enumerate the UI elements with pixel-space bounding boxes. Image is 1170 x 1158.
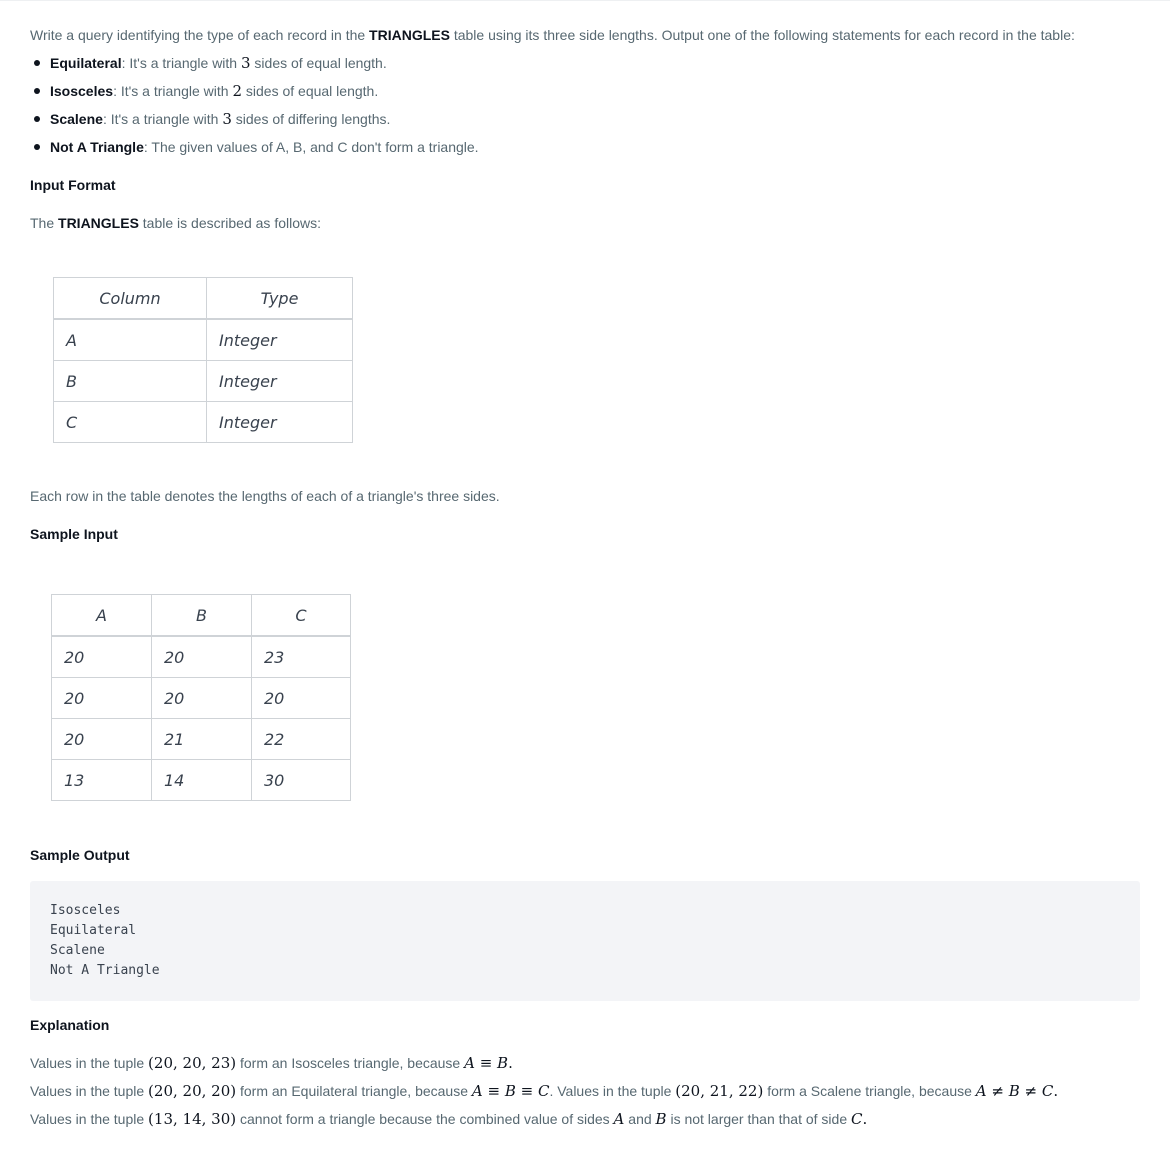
table-cell: 21: [152, 719, 252, 760]
explanation-line-2: [30, 1081, 1058, 1101]
table-row: [54, 319, 353, 361]
math-variable: C: [851, 1110, 863, 1128]
table-row: [54, 402, 353, 443]
list-item-text-end: sides of differing lengths.: [231, 111, 391, 127]
list-item-term: Isosceles: [50, 83, 114, 99]
explanation-text: form an Isosceles triangle, because: [236, 1055, 465, 1071]
explanation-text: and: [624, 1111, 656, 1127]
sample-output-code-block: [30, 881, 1140, 1001]
explanation-text: is not larger than that of side: [666, 1111, 852, 1127]
list-item: [30, 81, 479, 109]
description-table-name: TRIANGLES: [58, 215, 139, 231]
explanation-line-1: [30, 1053, 513, 1073]
table-header-row: [52, 595, 351, 637]
table-cell: 23: [252, 636, 351, 678]
explanation-text: . Values in the tuple: [549, 1083, 676, 1099]
explanation-text: form an Equilateral triangle, because: [236, 1083, 472, 1099]
explanation-text: .: [862, 1110, 868, 1128]
table-cell: 20: [52, 678, 152, 719]
table-header-row: [54, 278, 353, 320]
list-item-text: : It's a triangle with: [121, 55, 241, 71]
list-item-number: 2: [232, 82, 242, 100]
description-text-end: table is described as follows:: [138, 215, 321, 231]
schema-table: [53, 277, 353, 443]
list-item-text-end: sides of equal length.: [242, 83, 379, 99]
list-item-text-end: sides of equal length.: [250, 55, 387, 71]
intro-text-end: table using its three side lengths. Output one of the following statements for each record in the table:: [449, 27, 1075, 43]
table-cell: Integer: [207, 402, 353, 443]
explanation-text: Values in the tuple: [30, 1111, 149, 1127]
table-cell: 20: [152, 678, 252, 719]
table-cell: Integer: [207, 361, 353, 402]
math-expression: A ≡ B ≡ C: [471, 1082, 550, 1100]
column-header: Type: [207, 278, 353, 320]
explanation-heading: Explanation: [30, 1017, 110, 1033]
table-cell: A: [54, 319, 207, 361]
list-item-term: Not A Triangle: [50, 139, 144, 155]
list-item-text: : The given values of A, B, and C don't form a triangle.: [143, 139, 479, 155]
intro-paragraph: [30, 25, 1075, 45]
list-item: [30, 109, 479, 137]
list-item-text: : It's a triangle with: [102, 111, 223, 127]
explanation-text: Values in the tuple: [30, 1083, 149, 1099]
intro-text: Write a query identifying the type of each record in the: [30, 27, 370, 43]
tuple-value: (20, 20, 20): [148, 1082, 237, 1100]
code-line: Scalene: [50, 943, 105, 958]
statement-list: [30, 53, 479, 165]
explanation-text: .: [508, 1054, 513, 1072]
tuple-value: (13, 14, 30): [148, 1110, 237, 1128]
list-item-term: Scalene: [50, 111, 103, 127]
table-row: [52, 636, 351, 678]
tuple-value: (20, 20, 23): [148, 1054, 237, 1072]
table-row: [52, 719, 351, 760]
tuple-value: (20, 21, 22): [675, 1082, 764, 1100]
explanation-text: cannot form a triangle because the combined value of sides: [236, 1111, 614, 1127]
top-divider: [0, 0, 1170, 1]
table-row: [52, 678, 351, 719]
explanation-text: .: [1053, 1082, 1059, 1100]
explanation-line-3: [30, 1109, 867, 1129]
column-header: A: [52, 595, 152, 637]
table-cell: 22: [252, 719, 351, 760]
explanation-text: Values in the tuple: [30, 1055, 149, 1071]
code-line: Not A Triangle: [50, 963, 160, 978]
table-cell: 30: [252, 760, 351, 801]
table-cell: 20: [52, 636, 152, 678]
code-line: Isosceles: [50, 903, 121, 918]
list-item-number: 3: [222, 110, 232, 128]
table-cell: 14: [152, 760, 252, 801]
sample-output-heading: Sample Output: [30, 847, 130, 863]
input-format-description: [30, 213, 321, 233]
table-cell: C: [54, 402, 207, 443]
table-note: Each row in the table denotes the lengths of each of a triangle's three sides.: [30, 488, 500, 504]
sample-output-code[interactable]: [50, 901, 160, 981]
code-line: Equilateral: [50, 923, 137, 938]
math-variable: A: [613, 1110, 625, 1128]
list-item: [30, 53, 479, 81]
description-text: The: [30, 215, 59, 231]
table-cell: B: [54, 361, 207, 402]
table-cell: 20: [152, 636, 252, 678]
column-header: B: [152, 595, 252, 637]
math-expression: A ≡ B: [464, 1054, 509, 1072]
list-item-term: Equilateral: [50, 55, 122, 71]
intro-table-name: TRIANGLES: [369, 27, 450, 43]
list-item-text: : It's a triangle with: [113, 83, 233, 99]
table-cell: Integer: [207, 319, 353, 361]
math-variable: B: [655, 1110, 667, 1128]
column-header: Column: [54, 278, 207, 320]
table-cell: 20: [252, 678, 351, 719]
explanation-text: form a Scalene triangle, because: [763, 1083, 976, 1099]
math-expression: A ≠ B ≠ C: [975, 1082, 1054, 1100]
table-cell: 13: [52, 760, 152, 801]
table-row: [54, 361, 353, 402]
sample-input-heading: Sample Input: [30, 526, 118, 542]
column-header: C: [252, 595, 351, 637]
list-item: [30, 137, 479, 165]
list-item-number: 3: [240, 54, 251, 72]
table-row: [52, 760, 351, 801]
input-format-heading: Input Format: [30, 177, 116, 193]
sample-input-table: [51, 594, 351, 801]
table-cell: 20: [52, 719, 152, 760]
